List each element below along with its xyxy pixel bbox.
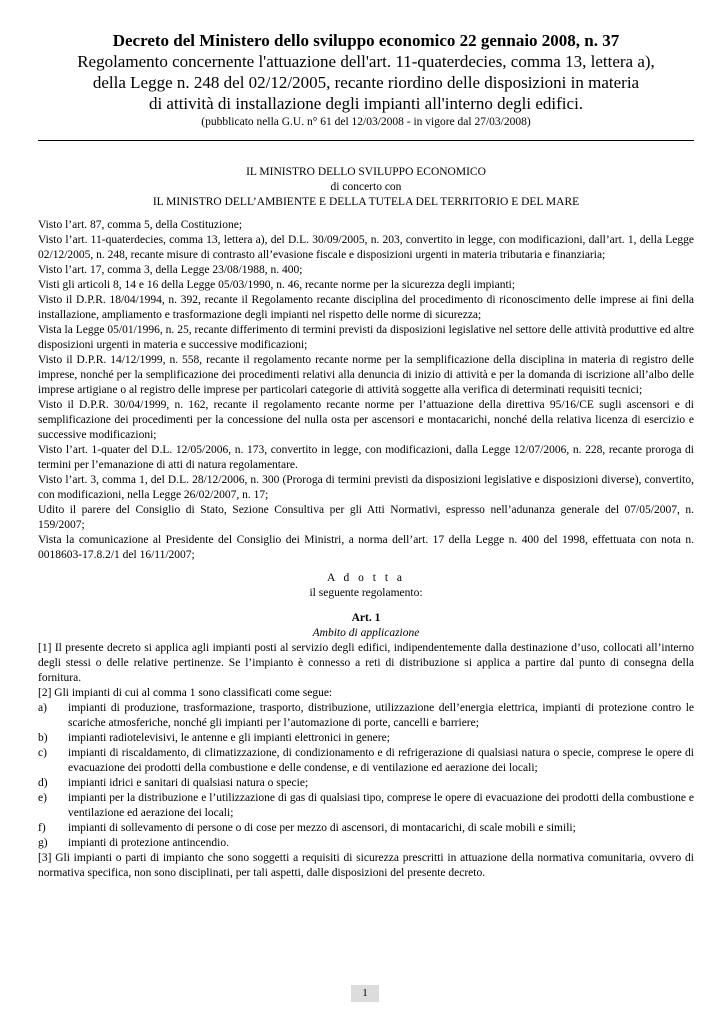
list-item [38, 836, 694, 851]
considerations-list [38, 218, 694, 563]
list-item-label: d) [38, 777, 48, 789]
list-item-text: impianti di protezione antincendio. [68, 837, 229, 849]
adoption-line: il seguente regolamento: [309, 587, 423, 599]
list-item-label: g) [38, 837, 48, 849]
list-item [38, 701, 694, 731]
consideration-item: Visto l’art. 3, comma 1, del D.L. 28/12/2006, n. 300 (Proroga di termini previsti da disposizioni legislative e disposizioni diverse), convertito, con modificazioni, nella Legge 26/02/2007, n. 17; [38, 474, 694, 501]
list-item-label: e) [38, 792, 47, 804]
adoption-block [38, 571, 694, 601]
consideration-item: Vista la comunicazione al Presidente del Consiglio dei Ministri, a norma dell’art. 17 della Legge n. 400 del 1998, effettuata con nota n. 0018603-17.8.2/1 del 16/11/2007; [38, 534, 694, 561]
decree-subtitle [38, 51, 694, 114]
list-item-label: f) [38, 822, 46, 834]
consideration-item: Visti gli articoli 8, 14 e 16 della Legge 05/03/1990, n. 46, recante norme per la sicurezza degli impianti; [38, 279, 516, 291]
consideration-item: Visto l’art. 1-quater del D.L. 12/05/2006, n. 173, convertito in legge, con modificazioni, dalla Legge 12/07/2006, n. 228, recante proroga di termini per l’emanazione di atti di natura regolamentare. [38, 444, 694, 471]
publication-note: (pubblicato nella G.U. n° 61 del 12/03/2008 - in vigore dal 27/03/2008) [201, 116, 531, 128]
decree-title: Decreto del Ministero dello sviluppo economico 22 gennaio 2008, n. 37 [112, 31, 620, 50]
consideration-item: Visto il D.P.R. 30/04/1999, n. 162, recante il regolamento recante norme per l’attuazione della direttiva 95/16/CE sugli ascensori e di semplificazione dei procedimenti per la concessione del nulla osta per ascensori e montacarichi, nonché della relativa licenza di esercizio e successive modificazioni; [38, 399, 694, 441]
list-item [38, 731, 694, 746]
installation-classification-list [38, 701, 694, 851]
list-item-text: impianti di riscaldamento, di climatizzazione, di condizionamento e di refrigerazione di qualsiasi natura o specie, comprese le opere di evacuazione dei prodotti della combustione e delle condense, e di ventilazione ed aerazione dei locali; [68, 747, 694, 774]
subtitle-line: di attività di installazione degli impianti all'interno degli edifici. [148, 94, 584, 113]
list-item-text: impianti per la distribuzione e l’utilizzazione di gas di qualsiasi tipo, comprese le opere di evacuazione dei prodotti della combustione e ventilazione ed aerazione dei locali; [68, 792, 694, 819]
consideration-item: Udito il parere del Consiglio di Stato, Sezione Consultiva per gli Atti Normativi, espresso nell’adunanza generale del 07/05/2007, n. 159/2007; [38, 504, 694, 531]
header-divider [38, 140, 694, 141]
list-item-text: impianti di sollevamento di persone o di cose per mezzo di ascensori, di montacarichi, di scale mobili e simili; [68, 822, 576, 834]
page-number: 1 [351, 985, 379, 1002]
consideration-item: Visto il D.P.R. 18/04/1994, n. 392, recante il Regolamento recante disciplina del procedimento di riconoscimento delle imprese ai fini della installazione, ampliamento e trasformazione degli impianti nel rispetto delle norme di sicurezza; [38, 294, 694, 321]
article-paragraph: [2] Gli impianti di cui al comma 1 sono classificati come segue: [38, 687, 333, 699]
list-item-label: a) [38, 702, 47, 714]
list-item [38, 776, 694, 791]
consideration-item: Visto il D.P.R. 14/12/1999, n. 558, recante il regolamento recante norme per la semplificazione della disciplina in materia di registro delle imprese, nonché per la semplificazione dei procedimenti relativi alla denuncia di inizio di attività e per la domanda di iscrizione all’albo delle imprese artigiane o al registro delle imprese per particolari categorie di attività soggette alla verifica di determinati requisiti tecnici; [38, 354, 694, 396]
consideration-item: Vista la Legge 05/01/1996, n. 25, recante differimento di termini previsti da disposizioni legislative nel settore delle attività produttive ed altre disposizioni urgenti in materia e successive modificazioni; [38, 324, 694, 351]
article-paragraph: [3] Gli impianti o parti di impianto che sono soggetti a requisiti di sicurezza prescritti in attuazione della normativa comunitaria, ovvero di normativa specifica, non sono disciplinati, per tali aspetti, dalle disposizioni del presente decreto. [38, 852, 694, 879]
authority-minister-environment: IL MINISTRO DELL’AMBIENTE E DELLA TUTELA DEL TERRITORIO E DEL MARE [152, 196, 580, 208]
consideration-item: Visto l’art. 11-quaterdecies, comma 13, lettera a), del D.L. 30/09/2005, n. 203, convertito in legge, con modificazioni, dall’art. 1, della Legge 02/12/2005, n. 248, recante misure di contrasto all’evasione fiscale e disposizioni urgenti in materia tributaria e finanziaria; [38, 234, 694, 261]
list-item-text: impianti di produzione, trasformazione, trasporto, distribuzione, utilizzazione dell’energia elettrica, impianti di protezione contro le scariche atmosferiche, nonché gli impianti per l’automazione di porte, cancelli e barriere; [68, 702, 694, 729]
subtitle-line: della Legge n. 248 del 02/12/2005, recante riordino delle disposizioni in materia [92, 73, 640, 92]
adoption-word: A d o t t a [326, 572, 406, 584]
article-paragraph: [1] Il presente decreto si applica agli impianti posti al servizio degli edifici, indipendentemente dalla destinazione d’uso, collocati all’interno degli stessi o delle relative pertinenze. Se l’impianto è connesso a reti di distribuzione si applica a partire dal punto di consegna della fornitura. [38, 642, 694, 684]
consideration-item: Visto l’art. 17, comma 3, della Legge 23/08/1988, n. 400; [38, 264, 303, 276]
article-subtitle: Ambito di applicazione [312, 627, 420, 639]
consideration-item: Visto l’art. 87, comma 5, della Costituzione; [38, 219, 243, 231]
list-item-label: c) [38, 747, 47, 759]
document-page [38, 30, 694, 881]
list-item [38, 791, 694, 821]
authority-minister: IL MINISTRO DELLO SVILUPPO ECONOMICO [246, 166, 486, 178]
list-item-label: b) [38, 732, 48, 744]
authority-concert: di concerto con [330, 181, 402, 193]
list-item-text: impianti idrici e sanitari di qualsiasi natura o specie; [68, 777, 309, 789]
article-title: Art. 1 [351, 612, 381, 624]
list-item [38, 746, 694, 776]
list-item [38, 821, 694, 836]
list-item-text: impianti radiotelevisivi, le antenne e gli impianti elettronici in genere; [68, 732, 390, 744]
subtitle-line: Regolamento concernente l'attuazione dell'art. 11-quaterdecies, comma 13, lettera a), [77, 52, 655, 71]
